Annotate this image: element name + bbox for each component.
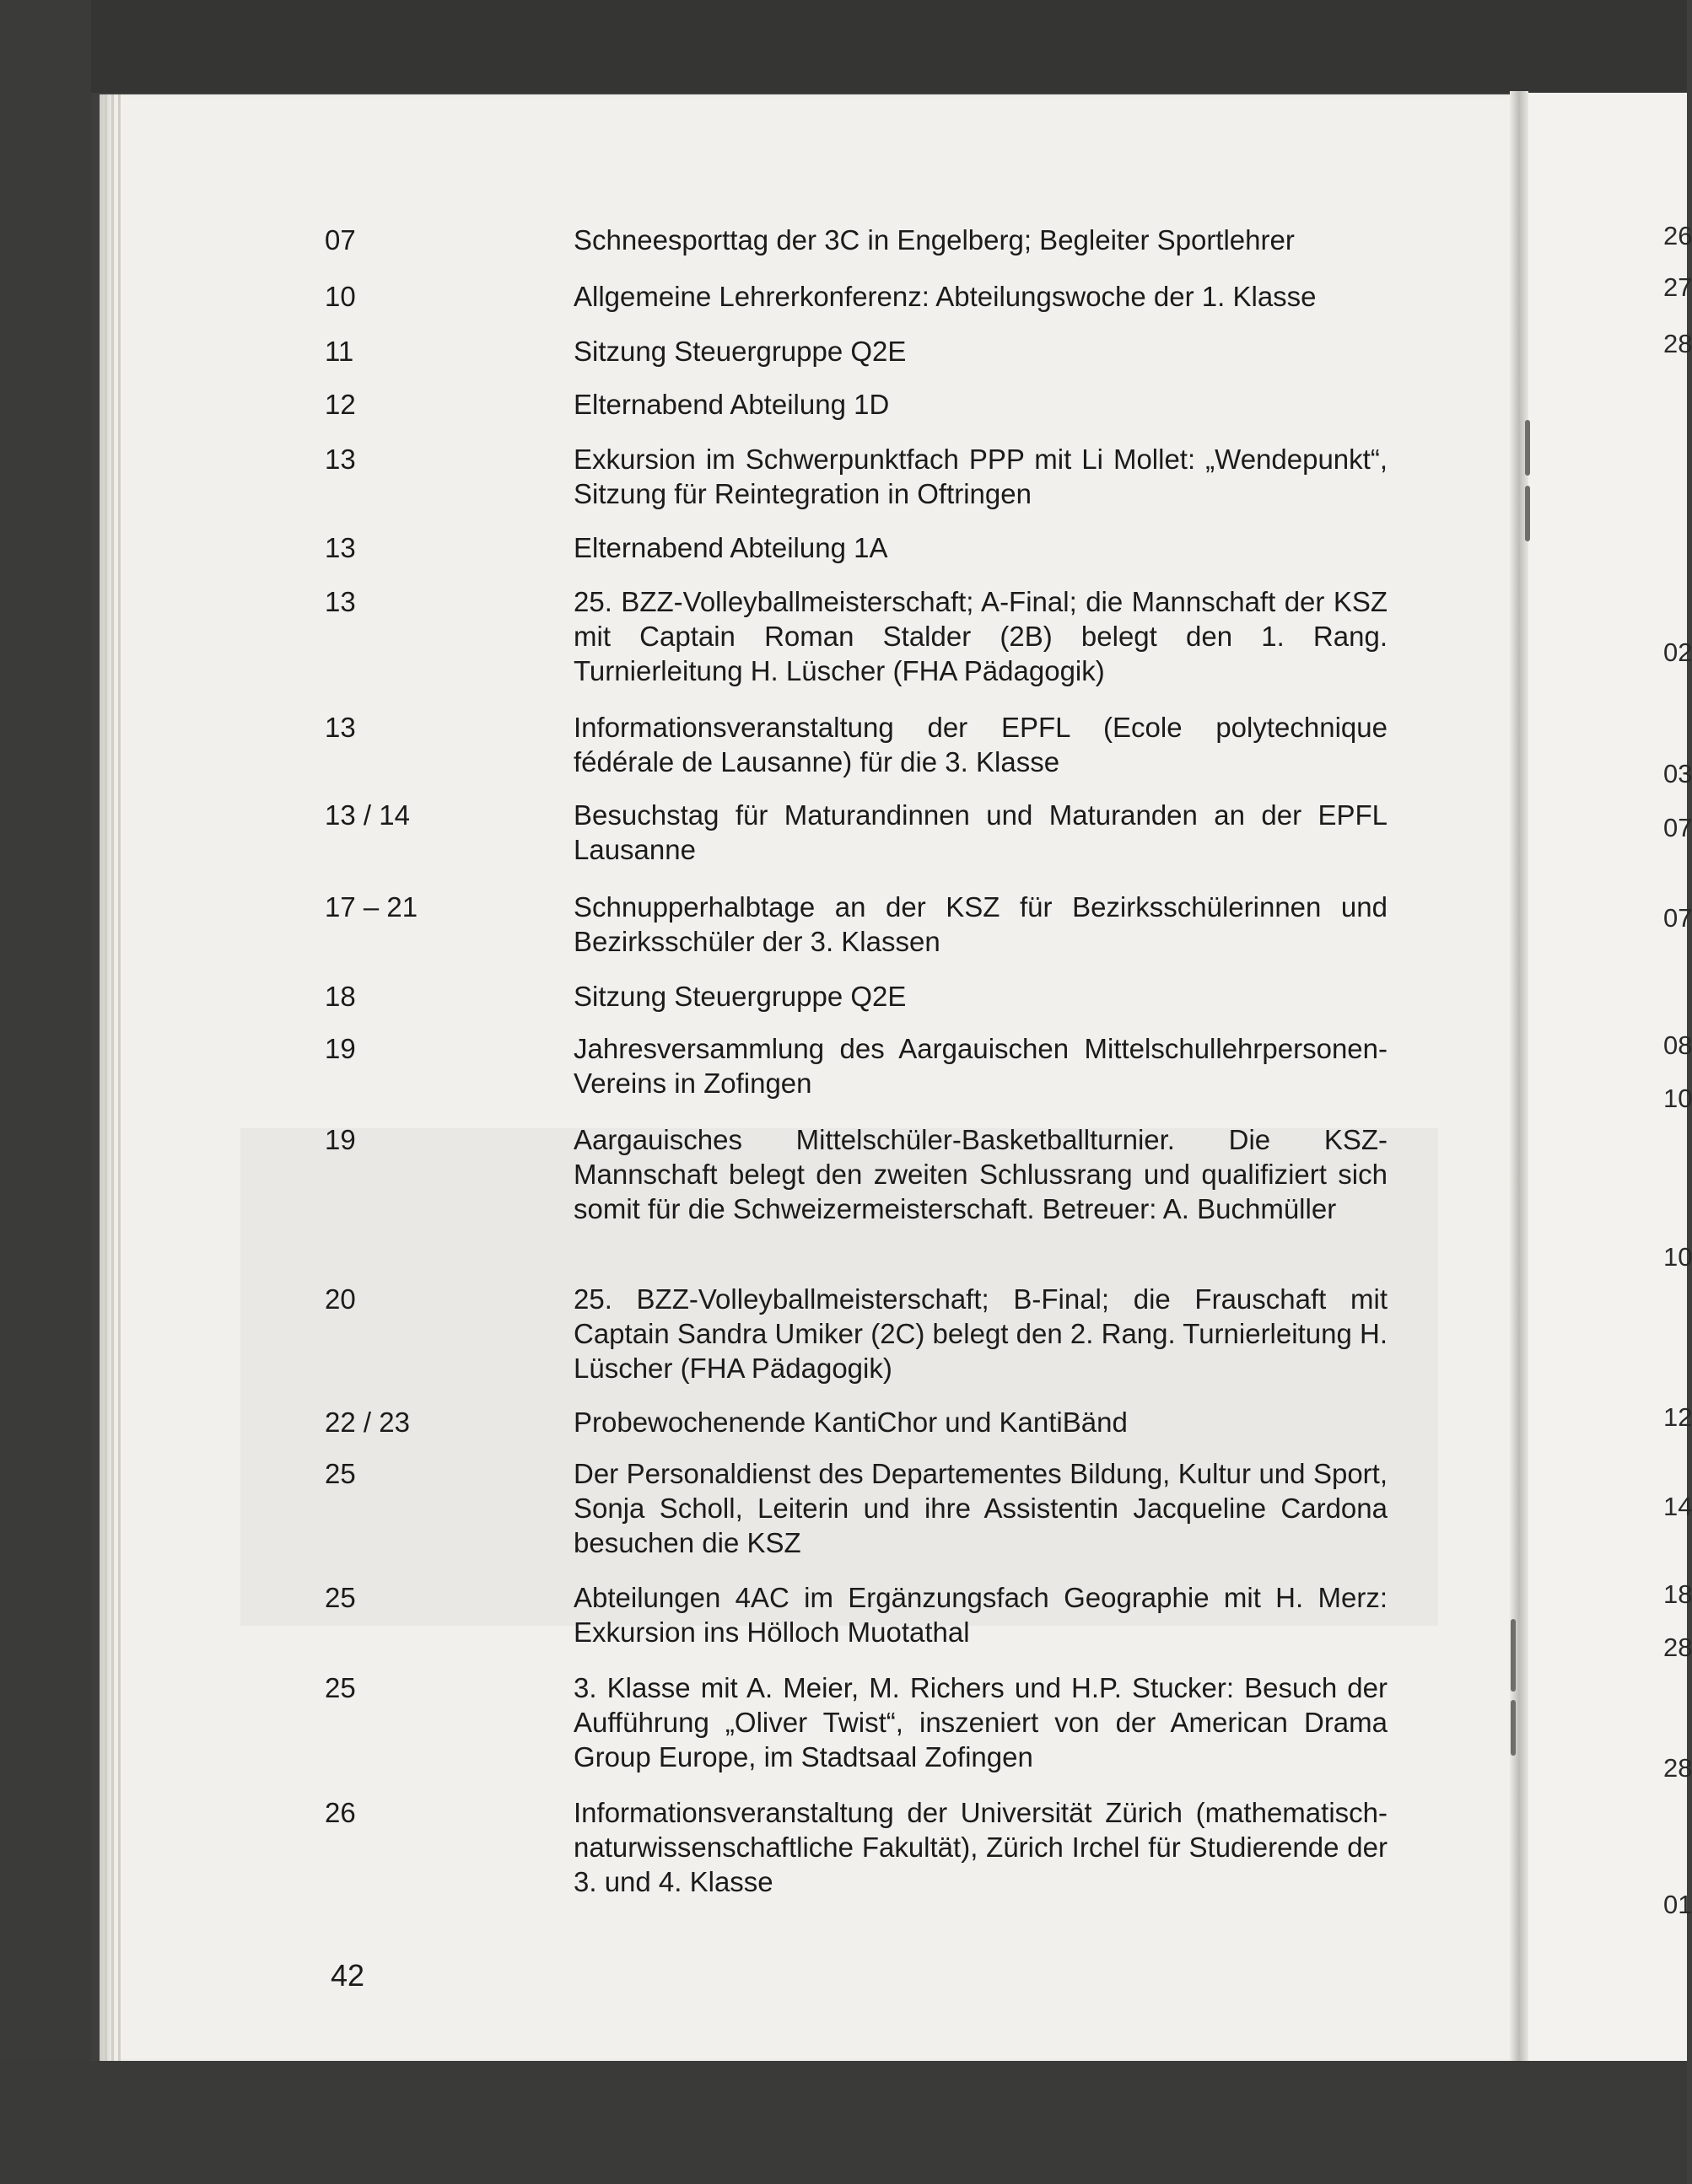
- right-page-date-fragment: 08: [1663, 1030, 1692, 1060]
- entry-date: 13: [325, 532, 356, 563]
- entry-date: 19: [325, 1033, 356, 1064]
- scan-background-bottom: [0, 2061, 1687, 2184]
- entry-text: Probewochenende KantiChor und KantiBänd: [574, 1407, 1128, 1438]
- staple-icon: [1511, 1700, 1516, 1756]
- entry-text: 25. BZZ-Volleyballmeisterschaft; B-Final; die Frauschaft mit Captain Sandra Umiker (2C) belegt den 2. Rang. Turnierleitung H. Lüscher (FHA Pädagogik): [574, 1283, 1388, 1384]
- entry-date: 13 / 14: [325, 799, 410, 831]
- entry-text: Der Personaldienst des Departementes Bildung, Kultur und Sport, Sonja Scholl, Leiterin und ihre Assistentin Jacqueline Cardona besuchen die KSZ: [574, 1458, 1388, 1558]
- right-page-date-fragment: 01: [1663, 1890, 1692, 1919]
- entry-text: Informationsveranstaltung der Universität Zürich (mathematisch-naturwissenschaftliche Fakultät), Zürich Irchel für Studierende der 3. und 4. Klasse: [574, 1797, 1388, 1897]
- entry-date: 10: [325, 281, 356, 312]
- entry-text: Elternabend Abteilung 1A: [574, 532, 888, 563]
- entry-date: 18: [325, 981, 356, 1012]
- right-page-date-fragment: 14: [1663, 1492, 1692, 1521]
- right-page-date-fragment: 26: [1663, 221, 1692, 250]
- right-page-date-fragment: 28: [1663, 1633, 1692, 1662]
- entry-text: Sitzung Steuergruppe Q2E: [574, 336, 907, 367]
- staple-icon: [1511, 1619, 1516, 1692]
- entry-text: Aargauisches Mittelschüler-Basketballturnier. Die KSZ-Mannschaft belegt den zweiten Schlussrang und qualifiziert sich somit für die Schweizermeisterschaft. Betreuer: A. Buchmüller: [574, 1124, 1388, 1224]
- entry-date: 13: [325, 444, 356, 475]
- entry-text: Sitzung Steuergruppe Q2E: [574, 981, 907, 1012]
- book-gutter: [1510, 91, 1528, 2064]
- page-number: 42: [331, 1958, 365, 1993]
- scan-background-top: [0, 0, 1687, 93]
- right-page-date-fragment: 27: [1663, 272, 1692, 302]
- entry-date: 25: [325, 1582, 356, 1613]
- entry-text: 25. BZZ-Volleyballmeisterschaft; A-Final; die Mannschaft der KSZ mit Captain Roman Stalder (2B) belegt den 1. Rang. Turnierleitung H. Lüscher (FHA Pädagogik): [574, 586, 1388, 686]
- entry-date: 20: [325, 1283, 356, 1315]
- entry-date: 07: [325, 224, 356, 256]
- right-page-date-fragment: 18: [1663, 1579, 1692, 1609]
- staple-icon: [1525, 420, 1530, 476]
- entry-date: 12: [325, 389, 356, 420]
- staple-icon: [1525, 486, 1530, 541]
- entry-date: 26: [325, 1797, 356, 1828]
- page-edge: [105, 94, 107, 2061]
- entry-date: 13: [325, 586, 356, 617]
- entry-date: 22 / 23: [325, 1407, 410, 1438]
- entry-text: Informationsveranstaltung der EPFL (Ecole polytechnique fédérale de Lausanne) für die 3. Klasse: [574, 712, 1388, 777]
- right-page-date-fragment: 28: [1663, 329, 1692, 358]
- right-page-date-fragment: 10: [1663, 1084, 1692, 1113]
- entry-text: Elternabend Abteilung 1D: [574, 389, 890, 420]
- right-page-date-fragment: 07: [1663, 903, 1692, 933]
- entry-text: 3. Klasse mit A. Meier, M. Richers und H.P. Stucker: Besuch der Aufführung „Oliver Twist“, inszeniert von der American Drama Group Europe, im Stadtsaal Zofingen: [574, 1672, 1388, 1772]
- entry-date: 11: [325, 336, 354, 367]
- right-page-date-fragment: 02: [1663, 637, 1692, 667]
- entry-text: Besuchstag für Maturandinnen und Maturanden an der EPFL Lausanne: [574, 799, 1388, 865]
- page-edge: [118, 94, 121, 2061]
- entry-text: Jahresversammlung des Aargauischen Mittelschullehrpersonen-Vereins in Zofingen: [574, 1033, 1388, 1099]
- right-page-date-fragment: 12: [1663, 1402, 1692, 1432]
- entry-date: 25: [325, 1458, 356, 1489]
- right-page-date-fragment: 10: [1663, 1242, 1692, 1272]
- entry-text: Schneesporttag der 3C in Engelberg; Begleiter Sportlehrer: [574, 224, 1295, 256]
- entry-text: Allgemeine Lehrerkonferenz: Abteilungswoche der 1. Klasse: [574, 281, 1317, 312]
- entry-text: Abteilungen 4AC im Ergänzungsfach Geographie mit H. Merz: Exkursion ins Hölloch Muotathal: [574, 1582, 1388, 1648]
- entry-text: Schnupperhalbtage an der KSZ für Bezirksschülerinnen und Bezirksschüler der 3. Klassen: [574, 891, 1388, 957]
- entry-date: 17 – 21: [325, 891, 418, 923]
- entry-date: 13: [325, 712, 356, 743]
- scan-background-left: [0, 0, 91, 2184]
- entry-text: Exkursion im Schwerpunktfach PPP mit Li Mollet: „Wendepunkt“, Sitzung für Reintegration in Oftringen: [574, 444, 1388, 509]
- right-page-date-fragment: 07: [1663, 813, 1692, 842]
- right-page-date-fragment: 03: [1663, 759, 1692, 788]
- entry-date: 25: [325, 1672, 356, 1703]
- right-page-date-fragment: 28: [1663, 1753, 1692, 1783]
- entry-date: 19: [325, 1124, 356, 1155]
- page-edge: [111, 94, 114, 2061]
